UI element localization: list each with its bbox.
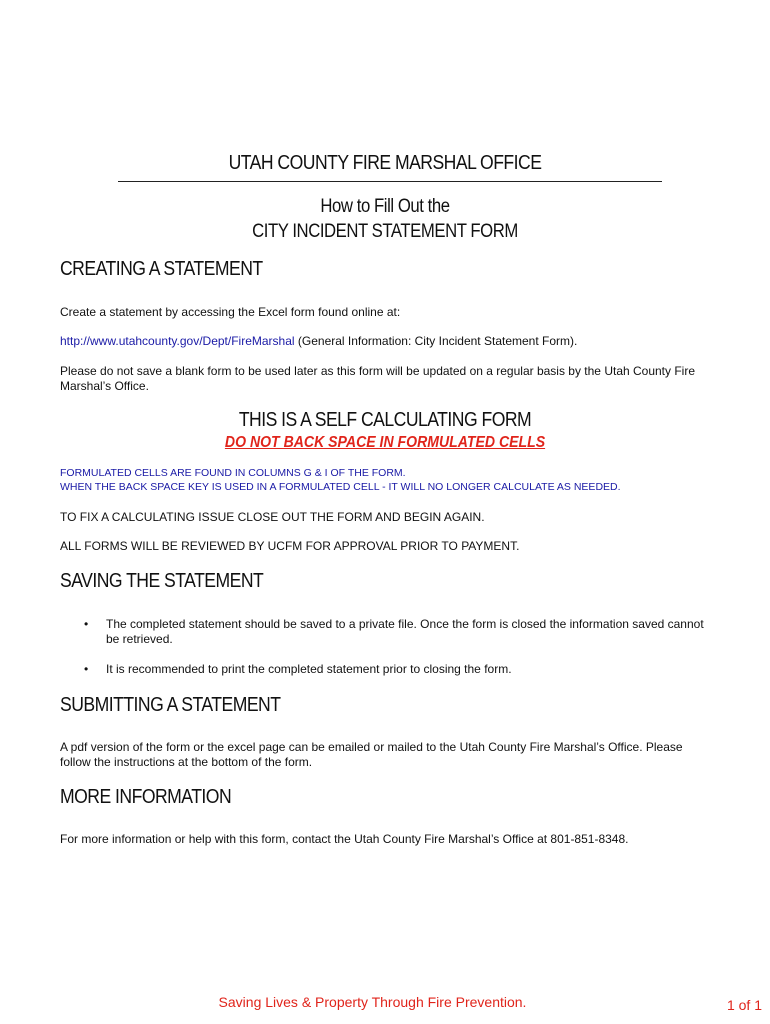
list-item — [60, 617, 710, 647]
creating-paragraph-1: Create a statement by accessing the Excel form found online at: — [60, 305, 401, 319]
formulated-cells-note — [60, 466, 740, 494]
bullet-icon: • — [84, 662, 89, 676]
subtitle-line-2: CITY INCIDENT STATEMENT FORM — [252, 221, 518, 242]
more-info-heading: MORE INFORMATION — [60, 786, 232, 808]
title-divider — [118, 181, 662, 182]
subtitle-line-1: How to Fill Out the — [320, 196, 450, 217]
self-calc-heading: THIS IS A SELF CALCULATING FORM — [238, 409, 532, 431]
creating-heading: CREATING A STATEMENT — [60, 258, 263, 280]
office-title: UTAH COUNTY FIRE MARSHAL OFFICE — [228, 152, 542, 174]
fix-instruction: TO FIX A CALCULATING ISSUE CLOSE OUT THE FORM AND BEGIN AGAIN. — [60, 510, 485, 524]
saving-bullet-list — [60, 617, 710, 692]
saving-heading: SAVING THE STATEMENT — [60, 570, 264, 592]
saving-bullet-2: It is recommended to print the completed statement prior to closing the form. — [106, 662, 512, 676]
review-notice: ALL FORMS WILL BE REVIEWED BY UCFM FOR APPROVAL PRIOR TO PAYMENT. — [60, 539, 520, 553]
creating-paragraph-3: Please do not save a blank form to be used later as this form will be updated on a regular basis by the Utah County Fire Marshal’s Office. — [60, 364, 696, 393]
backspace-warning: DO NOT BACK SPACE IN FORMULATED CELLS — [224, 434, 546, 451]
submitting-paragraph: A pdf version of the form or the excel page can be emailed or mailed to the Utah County Fire Marshal’s Office. Please follow the instructions at the bottom of the form. — [60, 740, 683, 769]
bullet-icon: • — [84, 617, 89, 631]
more-info-paragraph: For more information or help with this form, contact the Utah County Fire Marshal’s Office at 801-851-8348. — [60, 832, 629, 846]
footer-slogan: Saving Lives & Property Through Fire Prevention. — [218, 994, 527, 1010]
fire-marshal-link[interactable]: http://www.utahcounty.gov/Dept/FireMarshal — [60, 334, 295, 348]
creating-paragraph-2 — [60, 334, 710, 349]
saving-bullet-1: The completed statement should be saved to a private file. Once the form is closed the information saved cannot be retrieved. — [106, 617, 704, 646]
page-count: 1 of 1 — [726, 997, 762, 1013]
list-item — [60, 662, 710, 677]
formulated-cells-note-line-2: WHEN THE BACK SPACE KEY IS USED IN A FORMULATED CELL - IT WILL NO LONGER CALCULATE AS NEEDED. — [60, 481, 621, 493]
submitting-heading: SUBMITTING A STATEMENT — [60, 694, 281, 716]
link-suffix: (General Information: City Incident Statement Form). — [294, 334, 578, 348]
formulated-cells-note-line-1: FORMULATED CELLS ARE FOUND IN COLUMNS G & I OF THE FORM. — [60, 467, 406, 479]
